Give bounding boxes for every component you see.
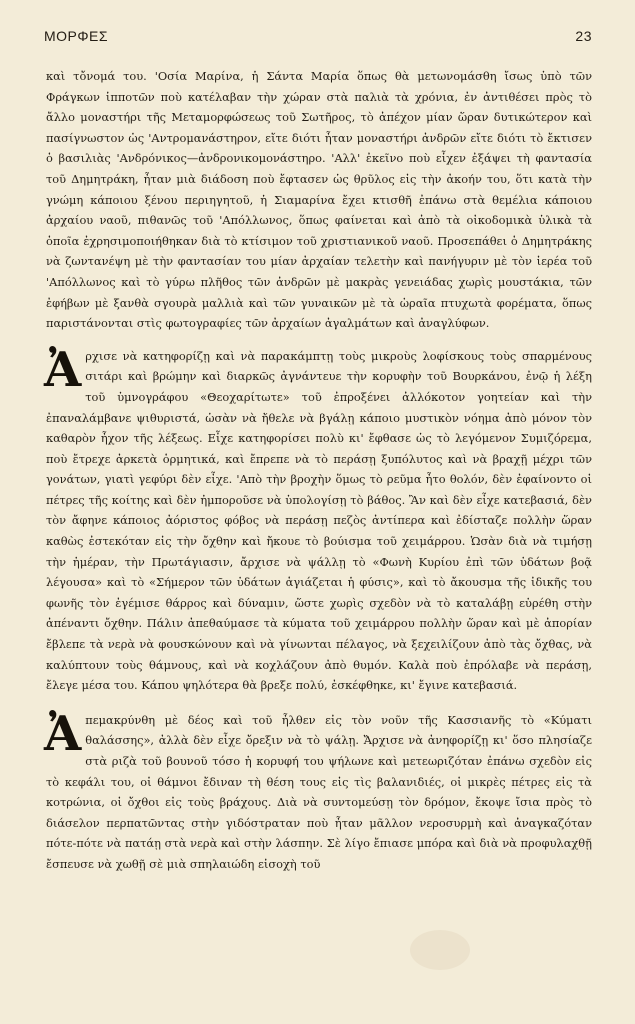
paragraph-3-text: πεμακρύνθη μὲ δέος καὶ τοῦ ἦλθεν εἰς τὸν νοῦν τῆς Κασσιανῆς τὸ «Κύματι θαλάσσης», ἀλλὰ δὲν εἶχε ὄρεξιν νὰ τὸ ψάλῃ. Ἄρχισε νὰ ἀνηφορίζῃ κι' ὅσο πλησίαζε στὰ ριζὰ τοῦ βουνοῦ τόσο ἡ κορυφή του ψήλωνε καὶ μετεωριζόταν ἐπάνω σχεδὸν εἰς τὸ κεφάλι του, οἱ θάμνοι ἔδιναν τὴ θέση τους εἰς τὶς βαλανιδιές, οἱ μικρὲς πέτρες εἰς τὰ κοτρώνια, οἱ ὄχθοι εἰς τοὺς βράχους. Διὰ νὰ συντομεύσῃ τὸν δρόμον, ἔκοψε ἴσια πρὸς τὸ διάσελον περπατῶντας στὴν γιδόστραταν ποὺ ἦταν μᾶλλον νεροσυρμὴ καὶ ἀναγκαζόταν πότε-πότε νὰ πατάῃ στὰ νερὰ καὶ στὴν λάσπην. Σὲ λίγο ἔπιασε μπόρα καὶ διὰ νὰ προφυλαχθῇ ἔσπευσε νὰ χωθῇ σὲ μιὰ σπηλαιώδη εἰσοχὴ τοῦ	[46, 712, 592, 871]
paragraph-2	[44, 341, 592, 696]
paragraph-2-text: ρχισε νὰ κατηφορίζῃ καὶ νὰ παρακάμπτῃ τοὺς μικροὺς λοφίσκους τοὺς σπαρμένους σιτάρι καὶ βρώμην καὶ διαρκῶς ἀγνάντευε τὴν κορυφὴν τοῦ Βουρκάνου, ἐνῷ ἡ λέξη τοῦ ὑμνογράφου «Θεοχαρίτωτε» τοῦ ἐπροξένει ἀλλόκοτον γοητείαν καὶ τὴν ἐπαναλάμβανε ψιθυριστά, ὡσὰν νὰ ἤθελε νὰ βγάλῃ κάποιο μυστικὸν νόημα ἀπὸ μόνον τὸν καθαρὸν ἦχον τῆς λέξεως. Εἶχε κατηφορίσει πολὺ κι' ἔφθασε ὡς τὸ λεγόμενον Συμιζόρεμα, ποὺ ἔτρεχε ἀρκετὰ ὁρμητικά, καὶ ἔπρεπε νὰ τὸ περάσῃ ξυπόλυτος καὶ νὰ βραχῇ μέχρι τῶν γονάτων, γιατὶ γεφύρι δὲν εἶχε. 'Απὸ τὴν βροχὴν ὅμως τὸ ρεῦμα ἦτο θολόν, δὲν ἐφαίνοντο οἱ πέτρες τῆς κοίτης καὶ δὲν ἠμποροῦσε νὰ ὑπολογίσῃ τὸ βάθος. Ἂν καὶ δὲν εἶχε κατεβασιά, δὲν τὸν ἄφηνε κάποιος ἀόριστος φόβος νὰ περάσῃ πεζὸς ἀντίπερα καὶ ἐδίσταζε πολλὴν ὥραν καθὼς ἐστεκόταν εἰς τὴν ὄχθην καὶ ἤκουε τὸ βούισμα τοῦ χειμάρρου. Ὡσὰν διὰ νὰ τιμήσῃ τὴν ἡμέραν, τὴν Πρωτάγιασιν, ἄρχισε νὰ ψάλλῃ τὸ «Φωνὴ Κυρίου ἐπὶ τῶν ὑδάτων βοᾷ λέγουσα» καὶ τὸ «Σήμερον τῶν ὑδάτων ἁγιάζεται ἡ φύσις», καὶ τὸ ἄκουσμα τῆς ἰδικῆς του φωνῆς τὸν ἐγέμισε θάρρος καὶ δύναμιν, ὥστε χωρὶς σχεδὸν νὰ τὸ καταλάβῃ εὑρέθη στὴν ἀπέναντι ὄχθην. Πάλιν ἀπεθαύμασε τὰ κύματα τοῦ χειμάρρου πολλὴν ὥραν καὶ μὲ ἀπορίαν ἔβλεπε τὰ νερὰ νὰ φουσκώνουν καὶ νὰ γίνωνται πέλαγος, νὰ ξεχειλίζουν ἀπὸ τὰς ὄχθας, νὰ καλύπτουν τοὺς θάμνους, καὶ νὰ κοχλάζουν ἀπὸ θυμόν. Καλὰ ποὺ ἐπρόλαβε νὰ περάσῃ, ἔλεγε μέσα του. Κάπου ψηλότερα θὰ βρεξε πολύ, ἐσκέφθηκε, κι' ἔγινε κατεβασιά.	[46, 348, 592, 693]
drop-cap: Ἀ	[44, 705, 82, 762]
paragraph-3	[44, 705, 592, 875]
running-title: ΜΟΡΦΕΣ	[44, 28, 109, 44]
page-number: 23	[575, 28, 592, 44]
paragraph-1-text: καὶ τὄνομά του. 'Οσία Μαρίνα, ἡ Σάντα Μαρία ὅπως θὰ μετωνομάσθη ἴσως ὑπὸ τῶν Φράγκων ἱπποτῶν ποὺ κατέλαβαν τὴν χώραν στὰ παλιὰ τὰ χρόνια, ἐν ἀντιθέσει πρὸς τὸ ἄλλο μοναστήρι τῆς Μεταμορφώσεως τοῦ Σωτῆρος, τὸ ἀπέχον μίαν ὥραν δυτικώτερον καὶ πασίγνωστον ὡς 'Αντρομανάστηρον, εἴτε διότι ἦταν μοναστήρι ἀνδρῶν εἴτε διότι τὸ ἔκτισεν ὁ βασιλιὰς 'Ανδρόνικος—ἀνδρονικομονάστηρο. 'Αλλ' ἐκεῖνο ποὺ εἶχεν ἐξάψει τὴ φαντασία τοῦ Δημητράκη, ἦταν μιὰ διάδοση ποὺ ἔφτασεν ὡς θρῦλος εἰς τὴν ἀκοήν του, ὅτι κατὰ τὴν γνώμη κάποιου ξένου περιηγητοῦ, ἡ Σιαμαρίνα ἔχει κτισθῆ ἐπάνω στὰ θεμέλια κάποιου ἀρχαίου ναοῦ, πιθανῶς τοῦ 'Απόλλωνος, ὅπως φαίνεται καὶ ἀπὸ τὰ οἰκοδομικὰ ὑλικὰ τὰ ὁποῖα ἐχρησιμοποιήθηκαν διὰ τὸ κτίσιμον τοῦ χριστιανικοῦ ναοῦ. Προσεπάθει ὁ Δημητράκης νὰ ζωντανέψη μὲ τὴν φαντασίαν του μίαν ἀρχαίαν τελετὴν καὶ πανήγυριν μὲ τὸν ἱερέα τοῦ 'Απόλλωνος καὶ τὸ γύρω πλῆθος τῶν ἀνδρῶν μὲ μακρὰς γενειάδας χωρὶς μουστάκια, τῶν ἐφήβων μὲ ξανθὰ σγουρὰ μαλλιὰ καὶ τῶν γυναικῶν μὲ τὰ ὡραῖα πτυχωτὰ φορέματα, ὅπως παριστάνονται στὶς φωτογραφίες τῶν ἀρχαίων ἀγαλμάτων καὶ ἀναγλύφων.	[46, 69, 592, 331]
paper-stain	[410, 930, 470, 970]
body-text	[46, 66, 592, 875]
drop-cap: Ἀ	[44, 341, 82, 398]
paragraph-1	[46, 66, 592, 334]
